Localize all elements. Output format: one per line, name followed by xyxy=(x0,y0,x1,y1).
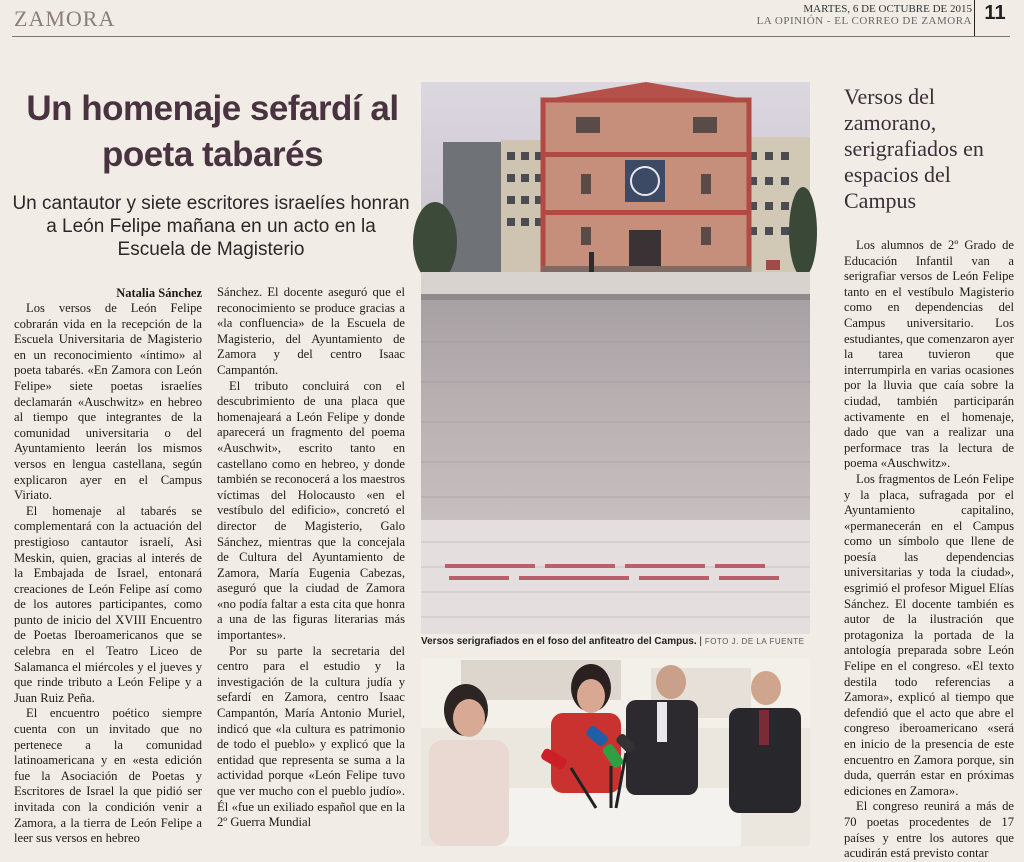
header-rule xyxy=(12,36,1010,37)
byline: Natalia Sánchez xyxy=(116,286,202,300)
section-name: ZAMORA xyxy=(14,6,116,31)
campus-building-illustration xyxy=(421,82,810,634)
press-conference-illustration xyxy=(421,658,810,846)
article-subhead: Un cantautor y siete escritores israelíes honran a León Felipe mañana en un acto en la Escuela de Magisterio xyxy=(12,193,410,260)
publication-name: LA OPINIÓN - EL CORREO DE ZAMORA xyxy=(756,15,972,27)
sidebar-headline: Versos del zamorano, serigrafiados en espacios del Campus xyxy=(844,84,984,213)
paragraph: Los fragmentos de León Felipe y la placa, sufragada por el Ayuntamiento capitalino, «permanecerán en el Campus como un símbolo que llene de poesía las dependencias universitarias y toda la ciudad», esgrimió el profesor Miguel Elías Sánchez. El docente también es autor de la ilustración que protagoniza la portada de la antología preparada sobre León Felipe en el congreso. «El texto destila todo referencias a Zamora», explicó al tiempo que defendió que el acto que abre el congreso iberoamericano «será en inicio de la presencia de este encuentro en Zamora porque, sin duda, querrán estar en próximas ediciones en Zamora». xyxy=(844,471,1014,798)
paragraph: El encuentro poético siempre cuenta con un invitado que no pertenece a la comunidad latinoamericana y en «esta edición fue la Asociación de Poetas y Escritores de Israel la que pidió ser invitada con la condición venir a Zamora, a la tierra de León Felipe a leer sus versos en hebreo xyxy=(14,706,202,846)
paragraph: Por su parte la secretaria del centro para el estudio y la investigación de la cultura judía y sefardí en Zamora, centro Isaac Campantón, María Antonio Muriel, indicó que «la cultura es patrimonio de todo el pueblo» y explicó que la entidad que representa se suma a la actividad porque «León Felipe tuvo que ver mucho con el pueblo judío». Él «fue un exiliado español que en la 2º Guerra Mundial xyxy=(217,643,405,830)
article-column-1 xyxy=(14,301,202,846)
article-headline xyxy=(20,86,405,178)
paragraph: El congreso reunirá a más de 70 poetas procedentes de 17 países y entre los autores que acudirán está previsto contar xyxy=(844,799,1014,861)
photo-credit: FOTO J. DE LA FUENTE xyxy=(704,637,805,646)
campus-building-photo xyxy=(421,82,810,634)
paragraph: Los versos de León Felipe cobrarán vida en la recepción de la Escuela Universitaria de Magisterio en un reconocimiento «íntimo» al poeta tabarés. «En Zamora con León Felipe» siete poetas israelíes declamarán «Auschwitz» en hebreo al tiempo que integrantes de la comunidad universitaria o del Ayuntamiento leerán los mismos versos en lengua castellana, según explicaron ayer en el Campus Viriato. xyxy=(14,301,202,503)
press-conference-photo xyxy=(421,658,810,846)
page-number: 11 xyxy=(974,0,1015,36)
article-column-2 xyxy=(217,285,405,846)
paragraph: El tributo concluirá con el descubrimiento de una placa que homenajeará a León Felipe y donde aparecerá un fragmento del poema «Auschwit», escrito tanto en castellano como en hebreo, y donde también se reconocerá a los maestros víctimas del Holocausto «en el vestíbulo del edificio», concretó el director de Magisterio, Galo Sánchez, mientras que la concejala de Cultura del Ayuntamiento de Zamora, María Eugenia Cabezas, aseguró que la ciudad de Zamora «no podía faltar a esta cita que honra a una de las figuras literarias más importantes». xyxy=(217,378,405,643)
paragraph: Los alumnos de 2º Grado de Educación Infantil van a serigrafiar versos de León Felipe tanto en el vestíbulo Magisterio como en dependencias del Campus universitario. Los estudiantes, que comenzaron ayer la tarea tuvieron que interrumpirla en varias ocasiones por la lluvia que caía sobre la ciudad, también participarán activamente en el homenaje, dado que van a realizar una performace tras la lectura de poema «Auschwitz». xyxy=(844,238,1014,471)
headline-line-1: Un homenaje sefardí al xyxy=(26,89,399,128)
paragraph: El homenaje al tabarés se complementará con la actuación del prestigioso cantautor israelí, Asi Meskin, quien, gracias al interés de la Embajada de Israel, entonará creaciones de León Felipe así como de los autores participantes, como punto de inicio del XVIII Encuentro de Poetas Iberoamericanos que se celebra en el Teatro Liceo de Salamanca el miércoles y el jueves y que rinde tributo a León Felipe y a Juan Ruiz Peña. xyxy=(14,503,202,705)
photo-caption: Versos serigrafiados en el foso del anfiteatro del Campus. | FOTO J. DE LA FUENTE xyxy=(421,636,805,647)
caption-text: Versos serigrafiados en el foso del anfiteatro del Campus. xyxy=(421,636,697,647)
sidebar-column xyxy=(844,238,1014,861)
header-date: MARTES, 6 DE OCTUBRE DE 2015 xyxy=(803,3,972,15)
paragraph: Sánchez. El docente aseguró que el reconocimiento se produce gracias a «la confluencia» de la Escuela de Magisterio, del Ayuntamiento de Zamora y del centro Isaac Campantón. xyxy=(217,285,405,377)
headline-line-2: poeta tabarés xyxy=(101,135,324,174)
